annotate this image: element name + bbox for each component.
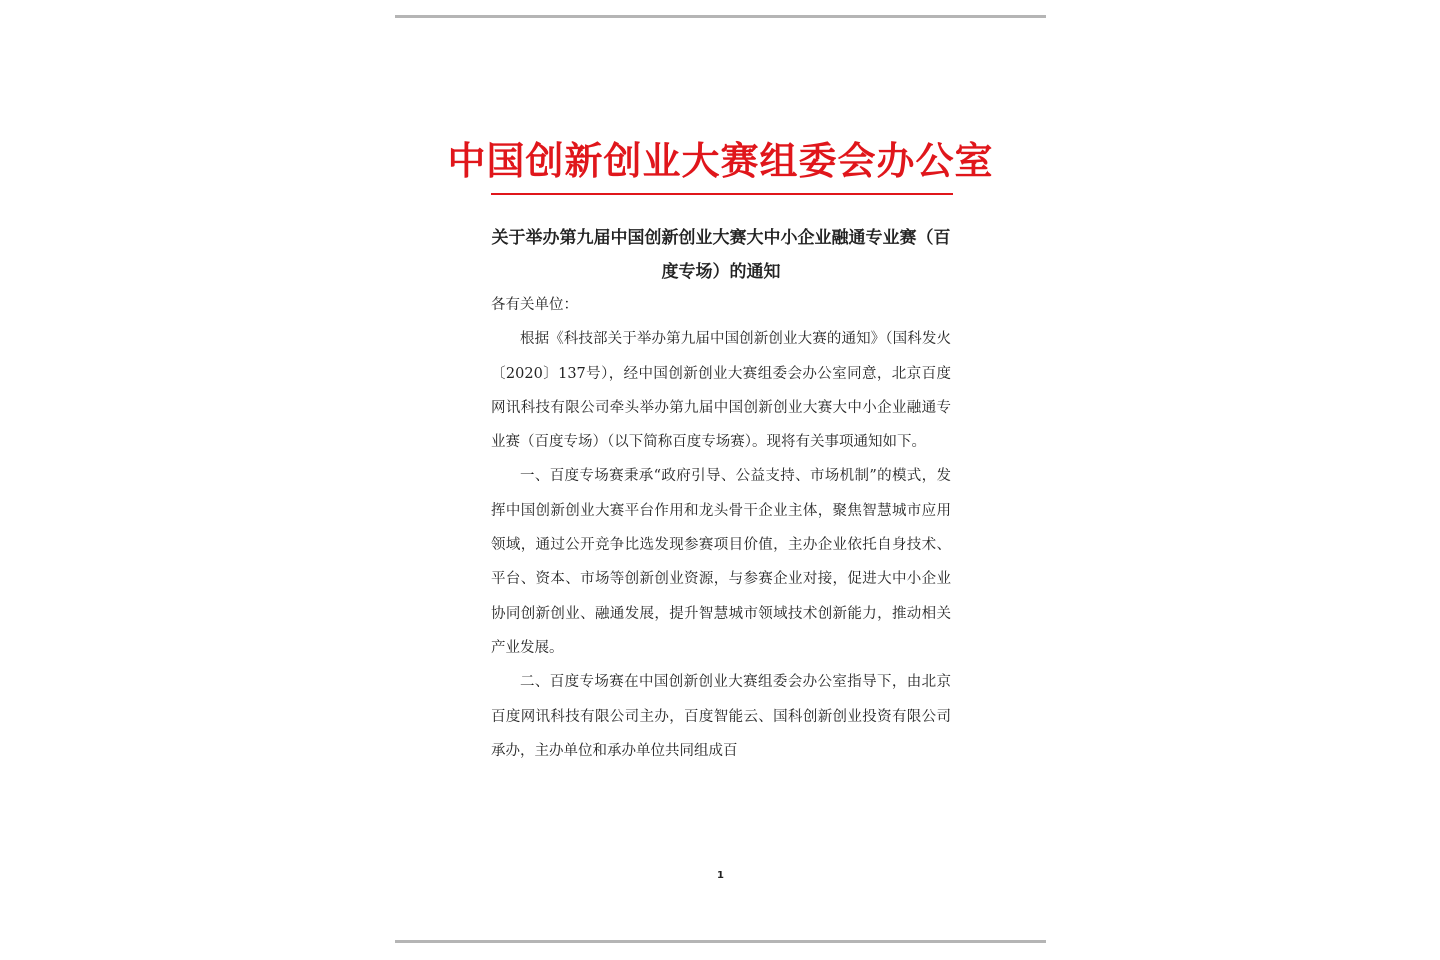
page-bottom-edge <box>395 940 1046 943</box>
red-header-rule <box>491 193 953 195</box>
paragraph-item-1: 一、百度专场赛秉承“政府引导、公益支持、市场机制”的模式，发挥中国创新创业大赛平台作用和龙头骨干企业主体，聚焦智慧城市应用领域，通过公开竞争比选发现参赛项目价值，主办企业依托自身技术、平台、资本、市场等创新创业资源，与参赛企业对接，促进大中小企业协同创新创业、融通发展，提升智慧城市领域技术创新能力，推动相关产业发展。 <box>491 468 951 656</box>
document-page <box>395 18 1046 940</box>
page-number: 1 <box>717 870 724 881</box>
document-title: 关于举办第九届中国创新创业大赛大中小企业融通专业赛（百度专场）的通知 <box>491 228 951 282</box>
salutation: 各有关单位： <box>491 297 578 313</box>
document-body <box>491 288 951 768</box>
paragraph-intro: 根据《科技部关于举办第九届中国创新创业大赛的通知》（国科发火〔2020〕137号），经中国创新创业大赛组委会办公室同意，北京百度网讯科技有限公司牵头举办第九届中国创新创业大赛大中小企业融通专业赛（百度专场）（以下简称百度专场赛）。现将有关事项通知如下。 <box>491 331 951 451</box>
org-header: 中国创新创业大赛组委会办公室 <box>447 138 994 183</box>
paragraph-item-2: 二、百度专场赛在中国创新创业大赛组委会办公室指导下，由北京百度网讯科技有限公司主办，百度智能云、国科创新创业投资有限公司承办，主办单位和承办单位共同组成百 <box>491 674 951 759</box>
